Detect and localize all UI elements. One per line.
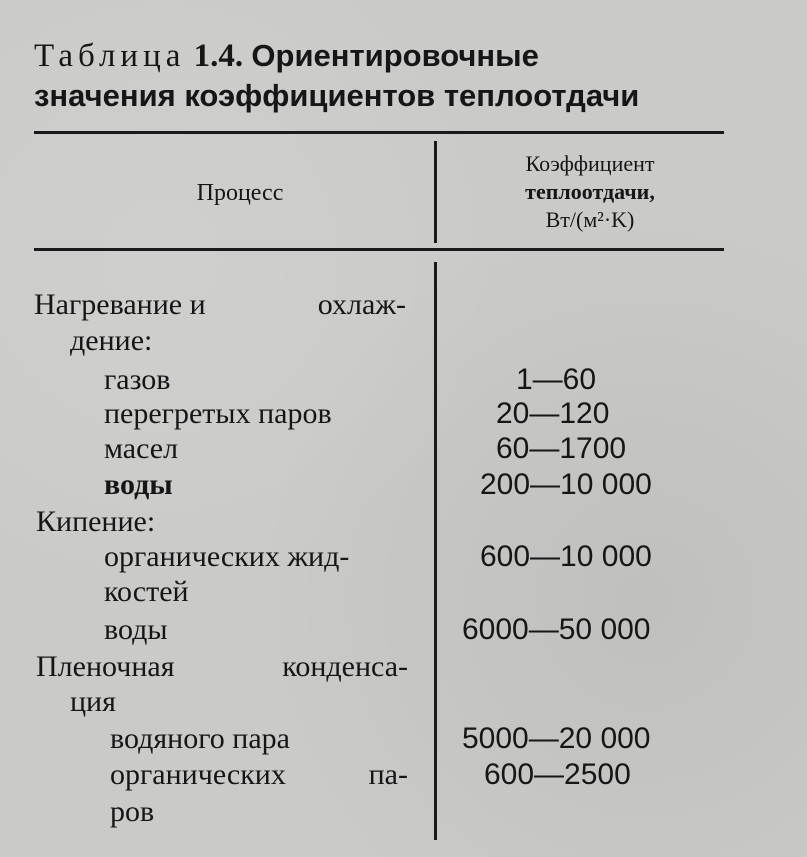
row-organic-liquids-line2: костей: [104, 575, 189, 608]
header-coef-line2: теплоотдачи,: [525, 179, 655, 204]
row-oils: масел: [104, 432, 179, 465]
row-organic-vapors-b: па-: [368, 758, 408, 791]
row-steam: водяного пара: [110, 722, 290, 755]
header-coefficient: [460, 150, 720, 234]
top-rule: [34, 131, 724, 134]
header-rule: [34, 248, 724, 251]
caption-label: Таблица: [34, 38, 186, 74]
row-heating-line1: [34, 288, 406, 322]
row-organic-liquids-line1: органических жид-: [104, 540, 350, 573]
body-divider: [434, 262, 437, 840]
header-coef-line3: Вт/(м²·K): [545, 207, 635, 232]
value-gases: 1—60: [516, 363, 597, 396]
row-film-line2: ция: [70, 685, 116, 718]
value-superheated: 20—120: [496, 397, 610, 430]
header-process: Процесс: [196, 180, 284, 206]
header-coef-line1: Коэффициент: [525, 151, 655, 176]
row-heating-line2: дение:: [70, 324, 153, 357]
row-gases: газов: [104, 363, 171, 396]
row-organic-vapors-line1: [110, 758, 408, 792]
row-boiling: Кипение:: [36, 505, 156, 538]
value-organic-liquids: 600—10 000: [480, 540, 652, 573]
caption-number: 1.4.: [193, 38, 244, 74]
row-organic-vapors-line2: ров: [110, 795, 155, 828]
row-water: воды: [104, 468, 173, 501]
row-film-line1: [36, 650, 408, 684]
row-superheated: перегретых паров: [104, 397, 332, 430]
caption-title-line2: значения коэффициентов теплоотдачи: [34, 78, 640, 113]
table-caption: [34, 36, 774, 116]
value-organic-vapors: 600—2500: [484, 758, 631, 791]
value-boiling-water: 6000—50 000: [462, 613, 651, 646]
value-oils: 60—1700: [496, 432, 627, 465]
value-steam: 5000—20 000: [462, 722, 651, 755]
row-film-b: конденса-: [282, 650, 408, 683]
row-heating-b: охлаж-: [317, 288, 406, 321]
header-divider: [434, 141, 437, 243]
row-boiling-water: воды: [104, 613, 168, 646]
caption-title-line1: Ориентировочные: [251, 38, 539, 73]
row-film-a: Пленочная: [36, 650, 175, 683]
row-organic-vapors-a: органических: [110, 758, 286, 791]
value-water: 200—10 000: [480, 468, 652, 501]
row-heating-a: Нагревание и: [34, 288, 206, 321]
